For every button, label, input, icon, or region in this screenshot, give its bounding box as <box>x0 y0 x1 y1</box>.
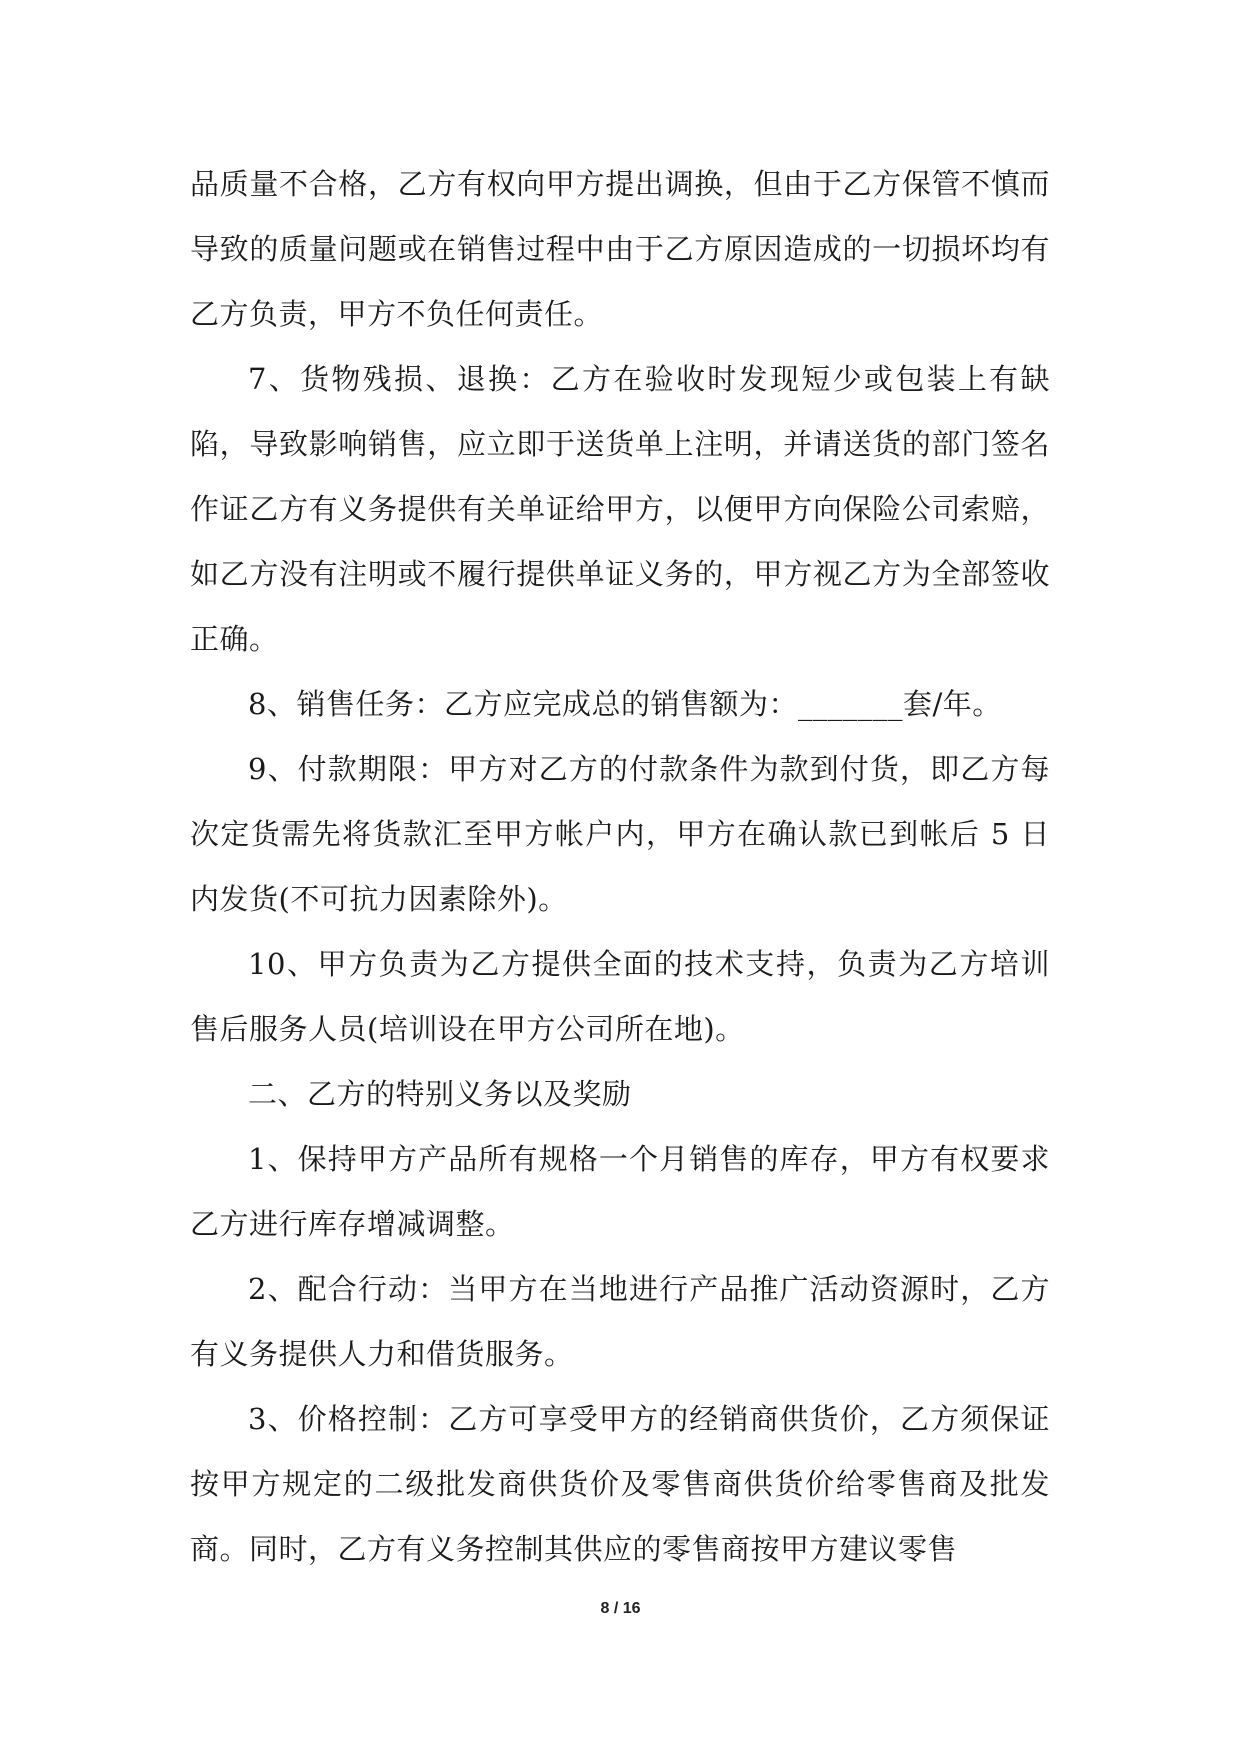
page-number: 8 / 16 <box>600 1600 641 1617</box>
paragraph-item-3: 3、价格控制：乙方可享受甲方的经销商供货价，乙方须保证按甲方规定的二级批发商供货价及零售商供货价给零售商及批发商。同时，乙方有义务控制其供应的零售商按甲方建议零售 <box>190 1402 1050 1566</box>
paragraph-clause-9: 9、付款期限：甲方对乙方的付款条件为款到付货，即乙方每次定货需先将货款汇至甲方帐户内，甲方在确认款已到帐后 5 日内发货(不可抗力因素除外)。 <box>190 752 1050 916</box>
paragraph-clause-8: 8、销售任务：乙方应完成总的销售额为：_______套/年。 <box>248 687 1002 721</box>
paragraph-item-2: 2、配合行动：当甲方在当地进行产品推广活动资源时，乙方有义务提供人力和借货服务。 <box>190 1272 1050 1371</box>
paragraph-item-1: 1、保持甲方产品所有规格一个月销售的库存，甲方有权要求乙方进行库存增减调整。 <box>190 1142 1050 1241</box>
document-body <box>190 152 1050 1582</box>
section-heading-2: 二、乙方的特别义务以及奖励 <box>248 1077 632 1111</box>
paragraph-clause-7: 7、货物残损、退换：乙方在验收时发现短少或包装上有缺陷，导致影响销售，应立即于送货单上注明，并请送货的部门签名作证乙方有义务提供有关单证给甲方，以便甲方向保险公司索赔，如乙方没有注明或不履行提供单证义务的，甲方视乙方为全部签收正确。 <box>190 362 1050 656</box>
paragraph-continuation: 品质量不合格，乙方有权向甲方提出调换，但由于乙方保管不慎而导致的质量问题或在销售过程中由于乙方原因造成的一切损坏均有乙方负责，甲方不负任何责任。 <box>190 167 1050 331</box>
paragraph-clause-10: 10、甲方负责为乙方提供全面的技术支持，负责为乙方培训售后服务人员(培训设在甲方公司所在地)。 <box>190 947 1050 1046</box>
